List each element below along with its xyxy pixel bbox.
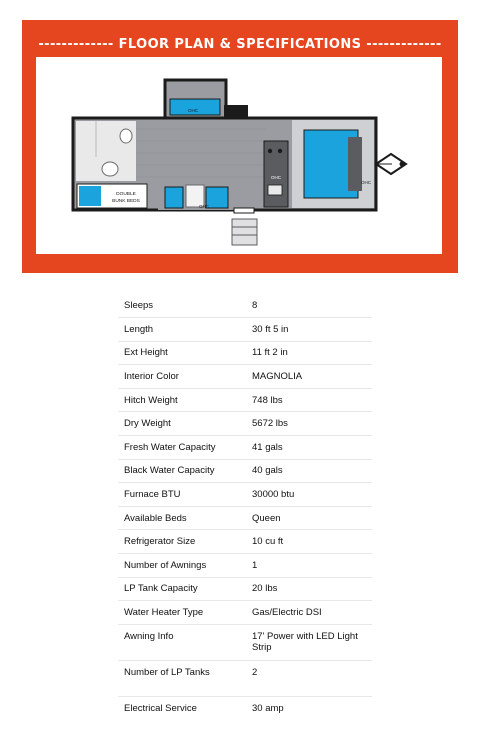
spec-row [118,554,372,578]
spec-row [118,483,372,507]
ohc-label-bedroom: OHC [361,180,371,185]
spec-row [118,624,372,660]
spec-row [118,506,372,530]
spec-label: Number of Awnings [118,554,246,578]
spec-row [118,412,372,436]
spec-value: 40 gals [246,459,372,483]
spec-label: Electrical Service [124,702,197,714]
entertainment-center [224,105,248,119]
spec-row [118,365,372,389]
spec-value: Gas/Electric DSI [246,601,372,625]
spec-row [118,660,372,696]
kitchen-counter [264,141,288,207]
spec-label: Refrigerator Size [118,530,246,554]
entry-steps [232,219,257,245]
spec-row [118,530,372,554]
bunk-mattress [79,186,101,206]
spec-value: 30000 btu [246,483,372,507]
spec-value: 17' Power with LED Light Strip [246,624,372,660]
spec-row [118,577,372,601]
spec-label: Awning Info [118,624,246,660]
ohc-label-dinette: OHC [199,204,209,209]
spec-value: 1 [246,554,372,578]
spec-label: Water Heater Type [118,601,246,625]
spec-value: 30 amp [252,702,284,714]
spec-label: Length [118,318,246,342]
spec-row [118,459,372,483]
spec-row [118,341,372,365]
entry-door [234,208,254,213]
bunk-label-line1: DOUBLE [116,192,136,197]
spec-value: 41 gals [246,436,372,460]
spec-value: Queen [246,506,372,530]
spec-label: Furnace BTU [118,483,246,507]
sink-icon [102,162,118,176]
spec-value: 2 [246,660,372,696]
spec-label: Ext Height [118,341,246,365]
hitch-ball [400,162,405,167]
nightstand [348,137,362,191]
spec-value: 30 ft 5 in [246,318,372,342]
ohc-label-sofa: OHC [188,108,198,113]
spec-label: Interior Color [118,365,246,389]
spec-row [118,601,372,625]
spec-row [118,696,372,720]
spec-value: 20 lbs [246,577,372,601]
spec-row [118,318,372,342]
spec-label: LP Tank Capacity [118,577,246,601]
spec-label: Sleeps [118,294,246,318]
spec-value: 748 lbs [246,388,372,412]
spec-label: Available Beds [118,506,246,530]
banner-title: ------------- FLOOR PLAN & SPECIFICATIONS ------------- [38,37,442,52]
spec-value: 5672 lbs [246,412,372,436]
dinette-bench-right [206,187,228,208]
spec-value: 8 [246,294,372,318]
toilet-icon [120,129,132,143]
dinette-bench-left [165,187,183,208]
specifications-table [118,294,372,720]
spec-value: 11 ft 2 in [246,341,372,365]
spec-label: Number of LP Tanks [118,660,246,696]
spec-label: Dry Weight [118,412,246,436]
sink-kitchen-icon [268,185,282,195]
spec-value: 10 cu ft [246,530,372,554]
spec-label: Hitch Weight [118,388,246,412]
bunk-label-line2: BUNK BEDS [112,199,140,204]
spec-label: Fresh Water Capacity [118,436,246,460]
floor-plan-panel [36,57,442,254]
spec-row [118,388,372,412]
spec-row [118,294,372,318]
floor-plan-diagram [36,57,442,254]
floor-plan-banner [22,20,458,273]
spec-value: MAGNOLIA [246,365,372,389]
ohc-label-kitchen: OHC [271,175,281,180]
spec-label: Black Water Capacity [118,459,246,483]
spec-row [118,436,372,460]
